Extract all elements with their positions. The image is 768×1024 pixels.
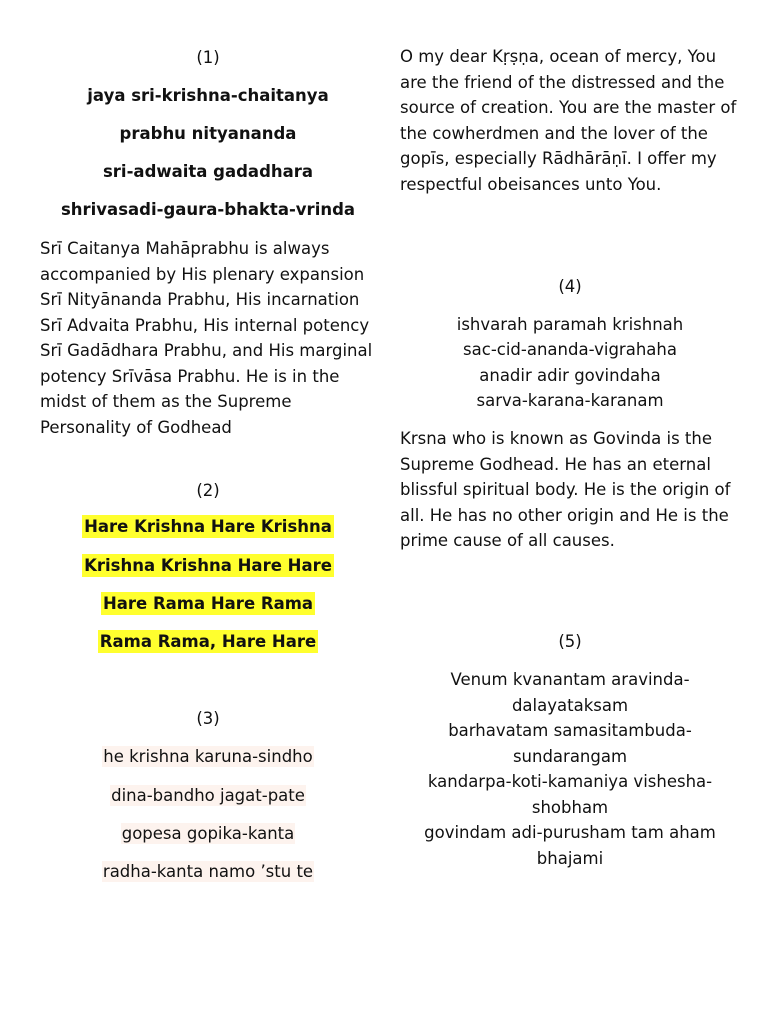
verse-1-line-4: shrivasadi-gaura-bhakta-vrinda [60, 200, 356, 219]
verse-5-line-8: bhajami [536, 849, 604, 868]
verse-1-line-3: sri-adwaita gadadhara [102, 162, 314, 181]
verse-4-line-1: ishvarah paramah krishnah [456, 315, 684, 334]
verse-1-line-2: prabhu nityananda [119, 124, 297, 143]
verse-5-line-6: shobham [531, 798, 609, 817]
verse-4-line-2: sac-cid-ananda-vigrahaha [463, 340, 677, 359]
mantra-line-3: Hare Rama Hare Rama [102, 594, 314, 613]
mantra-line-2: Krishna Krishna Hare Hare [84, 556, 332, 575]
verse-4-line-4: sarva-karana-karanam [476, 391, 664, 410]
verse-5-line-5: kandarpa-koti-kamaniya vishesha- [427, 772, 713, 791]
verse-3-translation: O my dear Kṛṣṇa, ocean of mercy, You are the friend of the distressed and the source of creation. You are the master of the cowherdmen and the lover of the gopīs, especially Rādhārāṇī. I offer my respectful obeisances unto You. [400, 47, 737, 194]
verse-4-number: (4) [558, 277, 582, 296]
verse-1-translation: Srī Caitanya Mahāprabhu is always accompanied by His plenary expansion Srī Nityānanda Prabhu, His incarnation Srī Advaita Prabhu, His internal potency Srī Gadādhara Prabhu, and His marginal potency Srīvāsa Prabhu. He is in the midst of them as the Supreme Personality of Godhead [40, 239, 373, 437]
verse-5-number: (5) [558, 632, 582, 651]
verse-5-line-7: govindam adi-purusham tam aham [424, 823, 716, 842]
verse-4-translation: Krsna who is known as Govinda is the Supreme Godhead. He has an eternal blissful spiritual body. He is the origin of all. He has no other origin and He is the prime cause of all causes. [400, 429, 731, 550]
verse-4-line-3: anadir adir govindaha [479, 366, 661, 385]
verse-1-number: (1) [196, 48, 220, 67]
mantra-line-4: Rama Rama, Hare Hare [99, 632, 317, 651]
verse-2-number: (2) [196, 481, 220, 500]
verse-1-line-1: jaya sri-krishna-chaitanya [87, 86, 329, 105]
verse-5-line-2: dalayataksam [511, 696, 629, 715]
verse-3-line-1: he krishna karuna-sindho [103, 747, 313, 766]
verse-5-line-3: barhavatam samasitambuda- [448, 721, 692, 740]
verse-3-number: (3) [196, 709, 220, 728]
verse-3-line-3: gopesa gopika-kanta [121, 824, 295, 843]
mantra-line-1: Hare Krishna Hare Krishna [84, 517, 332, 536]
verse-3-line-2: dina-bandho jagat-pate [111, 786, 305, 805]
verse-3-line-4: radha-kanta namo ’stu te [102, 862, 314, 881]
verse-5-line-1: Venum kvanantam aravinda- [450, 670, 690, 689]
verse-5-line-4: sundarangam [512, 747, 628, 766]
